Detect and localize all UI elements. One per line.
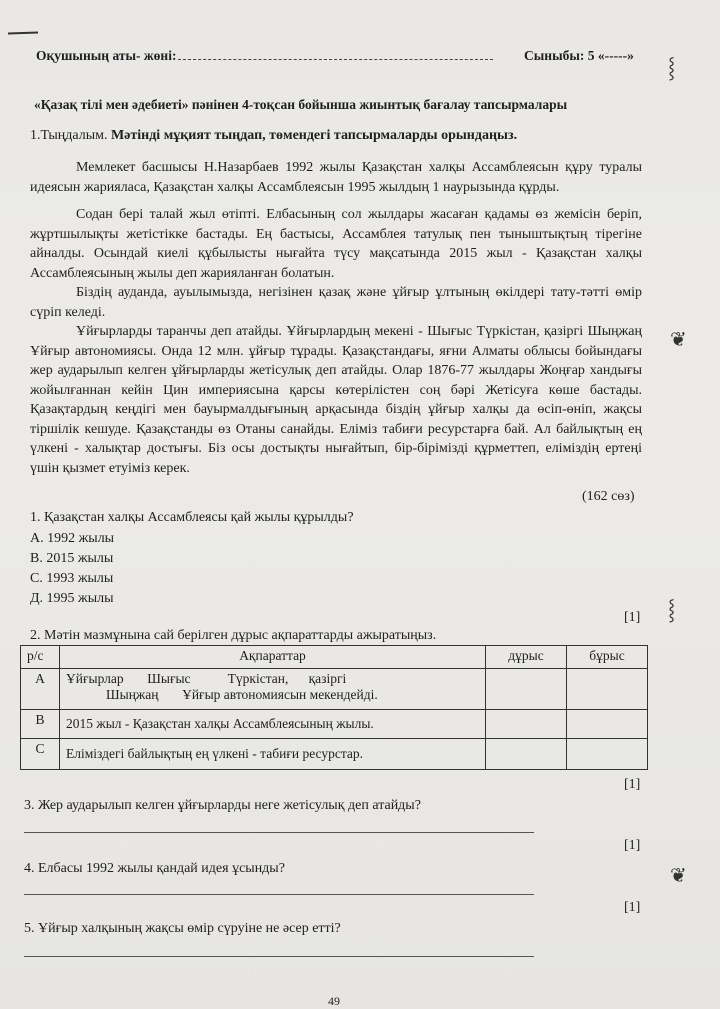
row-id: А	[21, 669, 60, 710]
word-count: (162 сөз)	[582, 489, 635, 504]
question-2: 2. Мәтін мазмұнына сай берілген дұрыс ақпараттарды ажыратыңыз.	[30, 628, 437, 643]
task1-heading	[30, 128, 517, 144]
q1-option-d: Д. 1995 жылы	[30, 591, 114, 606]
answer-line-4[interactable]	[24, 894, 534, 895]
table-row	[21, 669, 648, 710]
pen-mark	[8, 31, 38, 34]
statement-line: Ұйғырлар Шығыс Түркістан, қазіргі	[66, 671, 347, 686]
header-info: Ақпараттар	[60, 646, 486, 669]
q1-option-b: В. 2015 жылы	[30, 551, 114, 566]
answer-line-5[interactable]	[24, 956, 534, 957]
question-3: 3. Жер аударылып келген ұйғырларды неге жетісулық деп атайды?	[24, 798, 421, 813]
row-statement: 2015 жыл - Қазақстан халқы Ассамблеясының жылы.	[60, 710, 486, 739]
table-row	[21, 710, 648, 739]
row-statement: Еліміздегі байлықтың ең үлкені - табиғи ресурстар.	[60, 739, 486, 770]
ornament-icon: ❦	[670, 329, 687, 351]
header-true: дұрыс	[486, 646, 567, 669]
task1-instruction: Мәтінді мұқият тыңдап, төмендегі тапсырмаларды орындаңыз.	[110, 128, 518, 143]
question-4: 4. Елбасы 1992 жылы қандай идея ұсынды?	[24, 861, 285, 876]
answer-false-cell[interactable]	[567, 669, 648, 710]
header-number: р/с	[21, 646, 60, 669]
q1-option-a: А. 1992 жылы	[30, 531, 115, 546]
row-id: В	[21, 710, 60, 739]
answer-false-cell[interactable]	[567, 710, 648, 739]
row-statement	[60, 669, 486, 710]
table-header-row	[21, 646, 648, 669]
q4-mark: [1]	[624, 900, 641, 915]
answer-true-cell[interactable]	[486, 710, 567, 739]
ornament-icon: ❦	[670, 865, 687, 887]
name-blank	[178, 49, 493, 60]
q1-option-c: С. 1993 жылы	[30, 571, 114, 586]
task1-number: 1.Тыңдалым.	[30, 128, 108, 143]
ornament-icon: ⸾	[668, 599, 676, 621]
text-paragraph: Мемлекет басшысы Н.Назарбаев 1992 жылы Қазақстан халқы Ассамблеясын құру туралы идеясын жариялаcа, Қазақстан халқы Ассамблеясын 1995 жылдың 1 наурызында құрды.	[30, 160, 642, 195]
q2-mark: [1]	[624, 777, 641, 792]
class-label: Сыныбы: 5 «-----»	[524, 48, 634, 63]
answer-false-cell[interactable]	[567, 739, 648, 770]
text-paragraph: Содан бері талай жыл өтіпті. Елбасының сол жылдары жасаған қадамы өз жемісін беріп, жұртшылықты жетістікке бастады. Ең бастысы, Ассамблея татулық пен тыныштықтың тірегіне айналды. Осындай киелі құбылысты нығайта түсу мақсатында 2015 жыл - Қазақстан халқы Ассамблеясының жылы деп жарияланған болатын.	[30, 207, 642, 281]
answer-true-cell[interactable]	[486, 669, 567, 710]
question-1: 1. Қазақстан халқы Ассамблеясы қай жылы құрылды?	[30, 510, 354, 525]
statement-line: Шыңжаң Ұйғыр автономиясын мекендейді.	[106, 687, 378, 702]
true-false-table	[20, 645, 648, 770]
worksheet-title: «Қазақ тілі мен әдебиеті» пәнінен 4-тоқсан бойынша жиынтық бағалау тапсырмалары	[34, 97, 568, 112]
answer-true-cell[interactable]	[486, 739, 567, 770]
q1-mark: [1]	[624, 610, 641, 625]
q3-mark: [1]	[624, 838, 641, 853]
page-number: 49	[328, 994, 340, 1008]
answer-line-3[interactable]	[24, 832, 534, 833]
name-label: Оқушының аты- жөні:	[36, 48, 177, 63]
ornament-icon: ⸾	[668, 57, 676, 79]
text-paragraph: Ұйғырларды таранчы деп атайды. Ұйғырлардың мекені - Шығыс Түркістан, қазіргі Шыңжаң Ұйғыр автономиясы. Онда 12 млн. ұйғыр тұрады. Қазақстандағы, яғни Алматы облысы бойындағы жер аударылып келген ұйғырларды жетісулық деп атайды. Олар 1876-77 жылдары Жоңғар хандығы жойылғаннан кейін Цин империясына қарсы көтерілістен соң бәрі Жетісуға көше бастады. Қазақтардың кеңдігі мен бауырмалдығының арқасында біздің ұйғыр халқы да өсіп-өніп, жақсы тіршілік кешуде. Қазақстанды өз Отаны санайды. Еліміз табиғи ресурстарға бай. Ал байлықтың ең үлкені - халықтар достығы. Біз осы достықты нығайтып, бір-бірімізді құрметтеп, еліміздің ертеңі үшін қызмет етуіміз керек.	[30, 324, 642, 476]
header-false: бұрыс	[567, 646, 648, 669]
listening-text	[30, 158, 642, 478]
text-paragraph: Біздің ауданда, ауылымызда, негізінен қазақ және ұйғыр ұлтының өкілдері тату-тәтті өмір сүріп келеді.	[30, 285, 642, 320]
row-id: С	[21, 739, 60, 770]
student-header	[36, 48, 656, 64]
question-5: 5. Ұйғыр халқының жақсы өмір сүруіне не әсер етті?	[24, 921, 341, 936]
table-row	[21, 739, 648, 770]
